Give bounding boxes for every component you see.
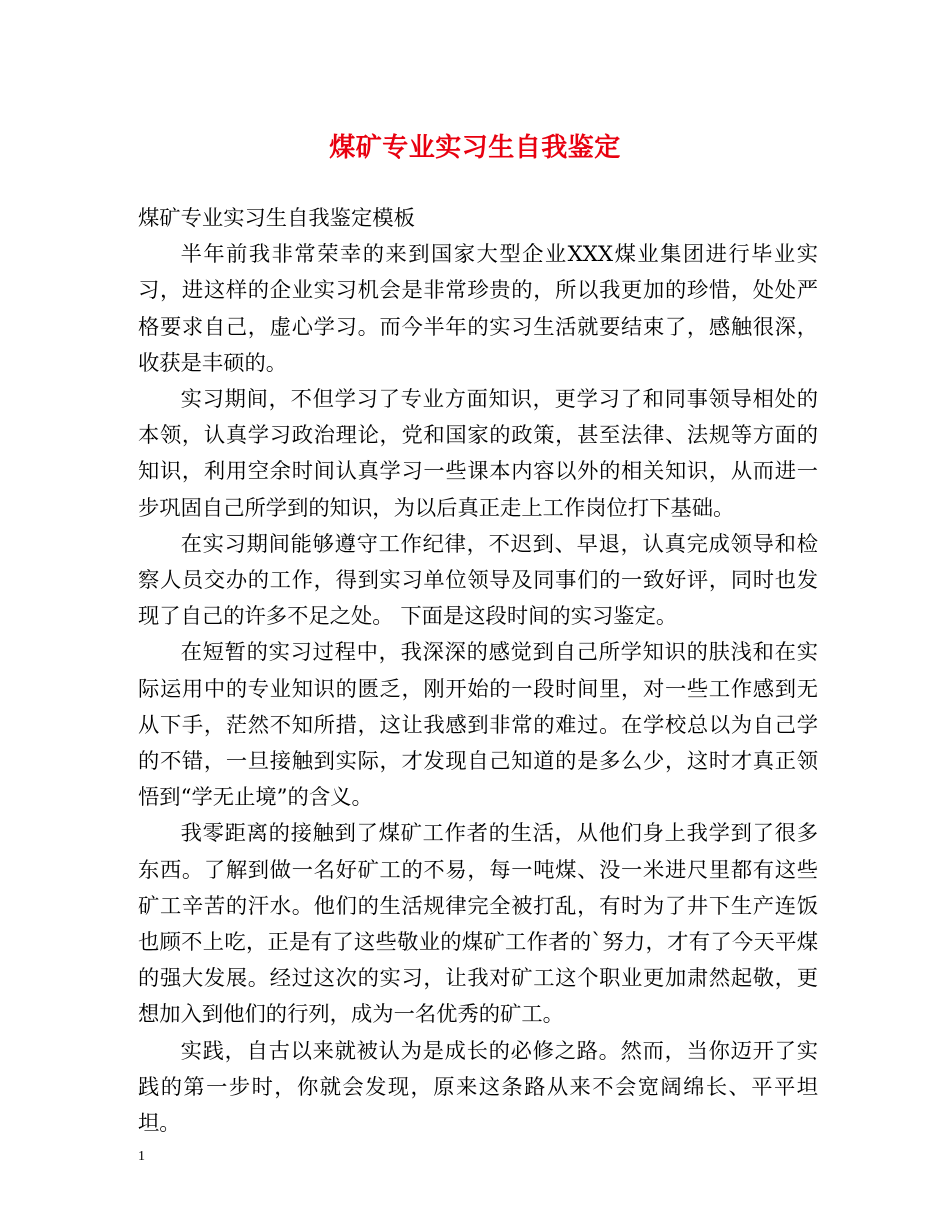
paragraph-2: 实习期间，不但学习了专业方面知识，更学习了和同事领导相处的本领，认真学习政治理论，党和国家的政策，甚至法律、法规等方面的知识，利用空余时间认真学习一些课本内容以外的相关知识，从而进一步巩固自己所学到的知识，为以后真正走上工作岗位打下基础。 <box>138 387 818 521</box>
paragraph-6: 实践，自古以来就被认为是成长的必修之路。然而，当你迈开了实践的第一步时，你就会发现，原来这条路从来不会宽阔绵长、平平坦坦。 <box>138 1038 818 1137</box>
document-body <box>138 201 818 1142</box>
paragraph-5: 我零距离的接触到了煤矿工作者的生活，从他们身上我学到了很多东西。了解到做一名好矿工的不易，每一吨煤、没一米进尺里都有这些矿工辛苦的汗水。他们的生活规律完全被打乱，有时为了井下生产连饭也顾不上吃，正是有了这些敬业的煤矿工作者的`努力，才有了今天平煤的强大发展。经过这次的实习，让我对矿工这个职业更加肃然起敬，更想加入到他们的行列，成为一名优秀的矿工。 <box>138 821 818 1028</box>
paragraph-3: 在实习期间能够遵守工作纪律，不迟到、早退，认真完成领导和检察人员交办的工作，得到实习单位领导及同事们的一致好评，同时也发现了自己的许多不足之处。 下面是这段时间的实习鉴定。 <box>138 531 818 630</box>
page-number: 1 <box>138 1149 145 1164</box>
paragraph-4: 在短暂的实习过程中，我深深的感觉到自己所学知识的肤浅和在实际运用中的专业知识的匮乏，刚开始的一段时间里，对一些工作感到无从下手，茫然不知所措，这让我感到非常的难过。在学校总以为自己学的不错，一旦接触到实际，才发现自己知道的是多么少，这时才真正领悟到“学无止境”的含义。 <box>138 640 818 811</box>
document-subtitle: 煤矿专业实习生自我鉴定模板 <box>138 206 415 231</box>
paragraph-1: 半年前我非常荣幸的来到国家大型企业XXX煤业集团进行毕业实习，进这样的企业实习机会是非常珍贵的，所以我更加的珍惜，处处严格要求自己，虚心学习。而今半年的实习生活就要结束了，感触很深，收获是丰硕的。 <box>138 242 818 376</box>
document-title: 煤矿专业实习生自我鉴定 <box>329 133 621 163</box>
